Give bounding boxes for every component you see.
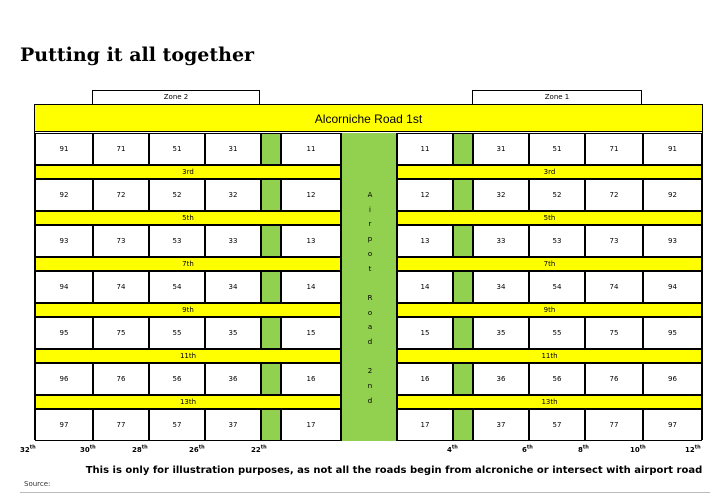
street-tick-label <box>20 446 36 454</box>
street-number: 4 <box>447 446 452 454</box>
airport-road-letter: 2 <box>367 367 373 376</box>
street-map <box>34 104 703 440</box>
block-cell: 54 <box>149 271 205 303</box>
block-cell: 35 <box>473 317 529 349</box>
airport-road-letter: p <box>367 235 373 244</box>
block-cell: 94 <box>643 271 702 303</box>
street-right: 9th <box>397 303 702 317</box>
block-cell: 34 <box>473 271 529 303</box>
block-cell: 14 <box>397 271 453 303</box>
street-tick-label <box>630 446 646 454</box>
airport-road-letter: R <box>367 293 373 302</box>
block-cell: 75 <box>93 317 149 349</box>
block-cell: 55 <box>149 317 205 349</box>
block-cell: 11 <box>281 133 341 165</box>
ordinal-suffix: th <box>694 444 701 451</box>
street-number: 22 <box>251 446 261 454</box>
block-cell: 16 <box>397 363 453 395</box>
block-cell: 11 <box>397 133 453 165</box>
block-cell: 33 <box>205 225 261 257</box>
block-cell: 97 <box>643 409 702 441</box>
street-left: 9th <box>35 303 341 317</box>
green-strip <box>261 317 281 349</box>
block-cell: 95 <box>35 317 93 349</box>
block-cell: 77 <box>585 409 643 441</box>
airport-road-letter: a <box>367 323 373 332</box>
street-right: 11th <box>397 349 702 363</box>
street-right: 7th <box>397 257 702 271</box>
block-cell: 93 <box>643 225 702 257</box>
green-strip <box>453 179 473 211</box>
zone-1-label: Zone 1 <box>472 90 642 104</box>
ordinal-suffix: th <box>260 444 267 451</box>
green-strip <box>261 271 281 303</box>
block-cell: 74 <box>585 271 643 303</box>
block-cell: 57 <box>529 409 585 441</box>
block-cell: 15 <box>397 317 453 349</box>
green-strip <box>453 133 473 165</box>
block-cell: 73 <box>585 225 643 257</box>
block-cell: 72 <box>93 179 149 211</box>
airport-road-letter: d <box>367 396 373 405</box>
airport-road-letter: o <box>367 249 373 258</box>
street-tick-label <box>251 446 267 454</box>
airport-road <box>341 133 397 441</box>
street-number: 30 <box>80 446 90 454</box>
green-strip <box>453 409 473 441</box>
airport-road-letter: n <box>367 382 373 391</box>
green-strip <box>261 363 281 395</box>
block-cell: 37 <box>205 409 261 441</box>
street-tick-label <box>578 446 589 454</box>
street-left: 11th <box>35 349 341 363</box>
block-cell: 16 <box>281 363 341 395</box>
airport-road-letter: o <box>367 308 373 317</box>
street-right: 13th <box>397 395 702 409</box>
street-number: 6 <box>522 446 527 454</box>
block-cell: 54 <box>529 271 585 303</box>
block-cell: 17 <box>397 409 453 441</box>
block-cell: 91 <box>35 133 93 165</box>
block-cell: 13 <box>281 225 341 257</box>
block-cell: 55 <box>529 317 585 349</box>
ordinal-suffix: th <box>198 444 205 451</box>
street-left: 7th <box>35 257 341 271</box>
block-cell: 92 <box>643 179 702 211</box>
airport-road-letter: t <box>368 264 372 273</box>
green-strip <box>453 271 473 303</box>
block-cell: 77 <box>93 409 149 441</box>
green-strip <box>261 179 281 211</box>
green-strip <box>453 317 473 349</box>
block-cell: 31 <box>473 133 529 165</box>
block-cell: 12 <box>397 179 453 211</box>
green-strip <box>261 409 281 441</box>
block-cell: 97 <box>35 409 93 441</box>
block-cell: 71 <box>585 133 643 165</box>
street-number: 32 <box>20 446 30 454</box>
block-cell: 53 <box>529 225 585 257</box>
ordinal-suffix: th <box>141 444 148 451</box>
block-cell: 74 <box>93 271 149 303</box>
block-cell: 12 <box>281 179 341 211</box>
street-number: 10 <box>630 446 640 454</box>
block-cell: 51 <box>529 133 585 165</box>
airport-road-letter: d <box>367 338 373 346</box>
block-cell: 57 <box>149 409 205 441</box>
block-cell: 76 <box>585 363 643 395</box>
street-left: 3rd <box>35 165 341 179</box>
illustration-note: This is only for illustration purposes, as not all the roads begin from alcroniche or intersect with airport road <box>85 465 703 476</box>
block-cell: 32 <box>473 179 529 211</box>
block-cell: 37 <box>473 409 529 441</box>
block-cell: 96 <box>643 363 702 395</box>
block-cell: 52 <box>529 179 585 211</box>
block-cell: 94 <box>35 271 93 303</box>
block-cell: 76 <box>93 363 149 395</box>
block-cell: 75 <box>585 317 643 349</box>
page-title: Putting it all together <box>20 44 255 66</box>
street-tick-label <box>80 446 96 454</box>
alcorniche-road: Alcorniche Road 1st <box>35 105 702 132</box>
street-right: 5th <box>397 211 702 225</box>
street-tick-label <box>189 446 205 454</box>
zone-2-label: Zone 2 <box>92 90 260 104</box>
ordinal-suffix: th <box>526 444 533 451</box>
green-strip <box>453 225 473 257</box>
street-number: 8 <box>578 446 583 454</box>
ordinal-suffix: th <box>451 444 458 451</box>
block-cell: 33 <box>473 225 529 257</box>
block-cell: 92 <box>35 179 93 211</box>
ordinal-suffix: th <box>89 444 96 451</box>
green-strip <box>453 363 473 395</box>
footer-divider <box>20 492 710 493</box>
airport-road-letter: r <box>368 220 372 229</box>
street-tick-label <box>685 446 701 454</box>
airport-road-letter: A <box>367 191 373 199</box>
block-cell: 17 <box>281 409 341 441</box>
block-cell: 91 <box>643 133 702 165</box>
street-number: 28 <box>132 446 142 454</box>
block-cell: 56 <box>149 363 205 395</box>
ordinal-suffix: th <box>639 444 646 451</box>
block-cell: 35 <box>205 317 261 349</box>
street-number: 12 <box>685 446 695 454</box>
block-cell: 34 <box>205 271 261 303</box>
block-cell: 56 <box>529 363 585 395</box>
block-cell: 93 <box>35 225 93 257</box>
street-tick-label <box>132 446 148 454</box>
street-tick-label <box>447 446 458 454</box>
street-number: 26 <box>189 446 199 454</box>
street-left: 13th <box>35 395 341 409</box>
block-cell: 52 <box>149 179 205 211</box>
street-tick-label <box>522 446 533 454</box>
green-strip <box>261 225 281 257</box>
source-label: Source: <box>24 480 51 488</box>
block-cell: 14 <box>281 271 341 303</box>
green-strip <box>261 133 281 165</box>
street-right: 3rd <box>397 165 702 179</box>
block-cell: 13 <box>397 225 453 257</box>
block-cell: 72 <box>585 179 643 211</box>
block-cell: 53 <box>149 225 205 257</box>
ordinal-suffix: th <box>29 444 36 451</box>
block-cell: 15 <box>281 317 341 349</box>
block-cell: 32 <box>205 179 261 211</box>
block-cell: 95 <box>643 317 702 349</box>
block-cell: 96 <box>35 363 93 395</box>
block-cell: 31 <box>205 133 261 165</box>
street-left: 5th <box>35 211 341 225</box>
block-cell: 73 <box>93 225 149 257</box>
block-cell: 51 <box>149 133 205 165</box>
ordinal-suffix: th <box>582 444 589 451</box>
block-cell: 36 <box>205 363 261 395</box>
block-cell: 71 <box>93 133 149 165</box>
airport-road-letter: i <box>369 205 371 214</box>
block-cell: 36 <box>473 363 529 395</box>
